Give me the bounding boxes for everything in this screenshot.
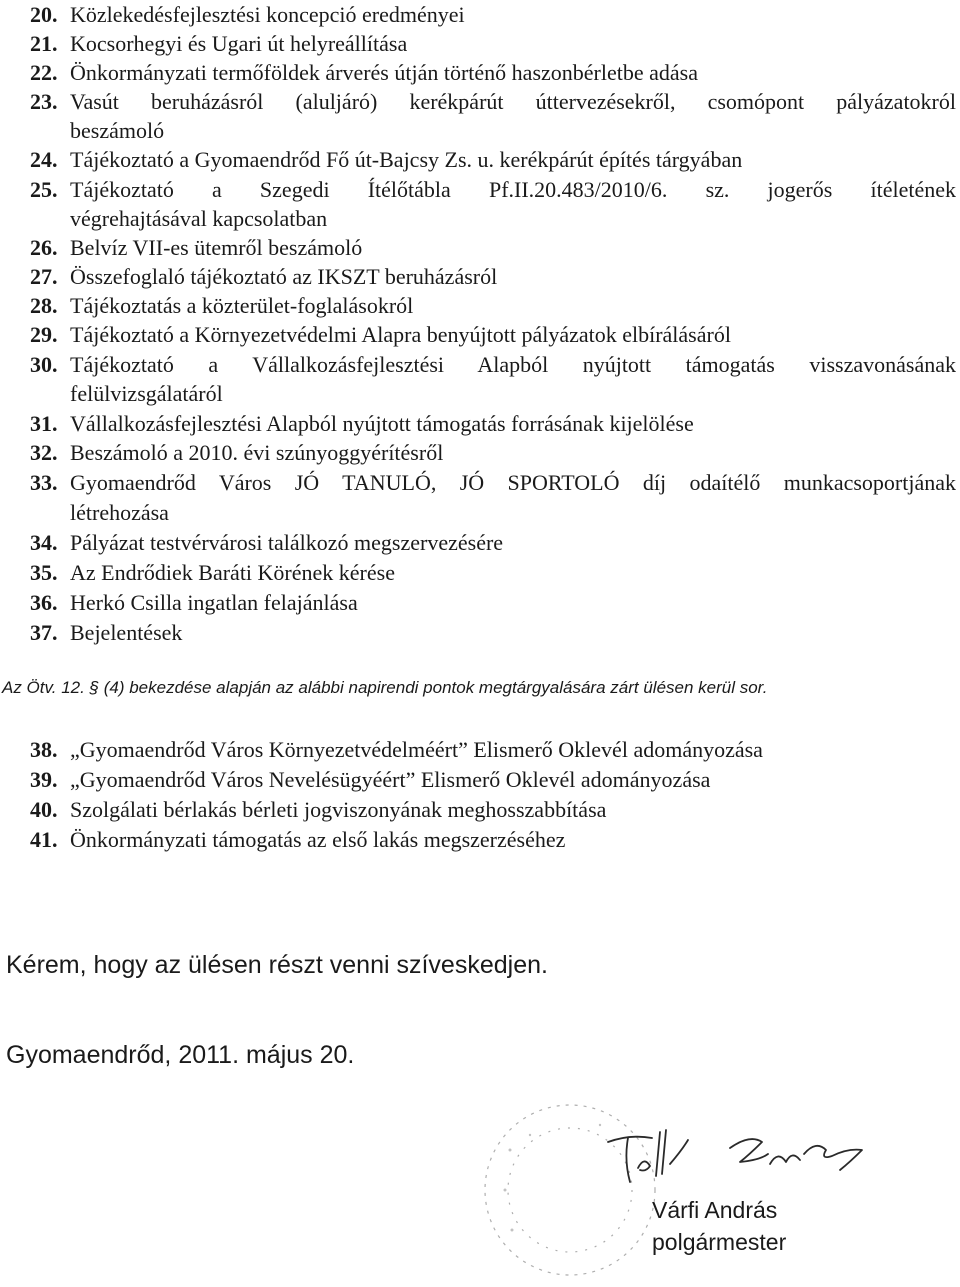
agenda-item	[30, 618, 956, 647]
agenda-item	[30, 528, 956, 557]
item-number: 33.	[30, 470, 58, 495]
agenda-item	[30, 145, 956, 174]
item-number: 39.	[30, 767, 58, 792]
item-number: 32.	[30, 440, 58, 465]
item-number: 22.	[30, 60, 58, 85]
item-text: Tájékoztató a Vállalkozásfejlesztési Alapból nyújtott támogatás visszavonásának	[70, 352, 956, 377]
item-number: 38.	[30, 737, 58, 762]
item-number: 20.	[30, 2, 58, 27]
handwritten-signature-icon	[600, 1120, 900, 1200]
item-text: „Gyomaendrőd Város Nevelésügyéért” Elismerő Oklevél adományozása	[70, 767, 711, 792]
item-text: Kocsorhegyi és Ugari út helyreállítása	[70, 31, 408, 56]
agenda-item	[30, 765, 956, 794]
item-number: 24.	[30, 147, 58, 172]
agenda-item	[30, 350, 956, 379]
agenda-item	[30, 175, 956, 204]
agenda-item	[30, 291, 956, 320]
agenda-item	[30, 468, 956, 497]
item-text-continuation: létrehozása	[70, 500, 169, 525]
item-text: Beszámoló a 2010. évi szúnyoggyérítésről	[70, 440, 444, 465]
agenda-item	[30, 87, 956, 116]
agenda-item	[30, 409, 956, 438]
item-text: Szolgálati bérlakás bérleti jogviszonyának meghosszabbítása	[70, 797, 607, 822]
item-number: 23.	[30, 89, 58, 114]
signer-name: Várfi András	[652, 1197, 778, 1223]
item-text: Vállalkozásfejlesztési Alapból nyújtott támogatás forrásának kijelölése	[70, 411, 694, 436]
agenda-item	[30, 320, 956, 349]
item-text-continuation: végrehajtásával kapcsolatban	[70, 206, 328, 231]
signature-block	[430, 1080, 930, 1280]
item-text: Bejelentések	[70, 620, 183, 645]
item-text-continuation: beszámoló	[70, 118, 165, 143]
item-text: Herkó Csilla ingatlan felajánlása	[70, 590, 358, 615]
item-number: 34.	[30, 530, 58, 555]
item-text: Pályázat testvérvárosi találkozó megszervezésére	[70, 530, 504, 555]
item-text: Vasút beruházásról (aluljáró) kerékpárút úttervezésekről, csomópont pályázatokról	[70, 89, 956, 114]
item-text: Belvíz VII-es ütemről beszámoló	[70, 235, 363, 260]
item-text-continuation: felülvizsgálatáról	[70, 381, 223, 406]
item-number: 27.	[30, 264, 58, 289]
item-text: Tájékoztatás a közterület-foglalásokról	[70, 293, 414, 318]
place-and-date: Gyomaendrőd, 2011. május 20.	[6, 1041, 355, 1069]
item-number: 29.	[30, 322, 58, 347]
agenda-item	[30, 588, 956, 617]
agenda-item	[30, 735, 956, 764]
item-text: „Gyomaendrőd Város Környezetvédelméért” Elismerő Oklevél adományozása	[70, 737, 763, 762]
item-text: Gyomaendrőd Város JÓ TANULÓ, JÓ SPORTOLÓ díj odaítélő munkacsoportjának	[70, 470, 956, 495]
item-number: 28.	[30, 293, 58, 318]
agenda-item	[30, 558, 956, 587]
item-number: 36.	[30, 590, 58, 615]
item-number: 35.	[30, 560, 58, 585]
attendance-request: Kérem, hogy az ülésen részt venni szíveskedjen.	[6, 951, 548, 979]
item-number: 37.	[30, 620, 58, 645]
agenda-item	[30, 233, 956, 262]
agenda-item	[30, 29, 956, 58]
agenda-item	[30, 58, 956, 87]
item-text: Az Endrődiek Baráti Körének kérése	[70, 560, 395, 585]
agenda-item	[30, 262, 956, 291]
item-text: Összefoglaló tájékoztató az IKSZT beruházásról	[70, 264, 498, 289]
item-number: 30.	[30, 352, 58, 377]
item-number: 21.	[30, 31, 58, 56]
item-text: Önkormányzati termőföldek árverés útján történő haszonbérletbe adása	[70, 60, 698, 85]
closed-session-note: Az Ötv. 12. § (4) bekezdése alapján az alábbi napirendi pontok megtárgyalására zárt ülésen kerül sor.	[2, 678, 768, 697]
item-text: Közlekedésfejlesztési koncepció eredményei	[70, 2, 465, 27]
item-text: Tájékoztató a Környezetvédelmi Alapra benyújtott pályázatok elbírálásáról	[70, 322, 731, 347]
item-number: 41.	[30, 827, 58, 852]
item-number: 40.	[30, 797, 58, 822]
item-text: Tájékoztató a Gyomaendrőd Fő út-Bajcsy Zs. u. kerékpárút építés tárgyában	[70, 147, 743, 172]
item-number: 26.	[30, 235, 58, 260]
agenda-item	[30, 0, 956, 29]
agenda-item	[30, 438, 956, 467]
item-text: Önkormányzati támogatás az első lakás megszerzéséhez	[70, 827, 566, 852]
item-text: Tájékoztató a Szegedi Ítélőtábla Pf.II.20.483/2010/6. sz. jogerős ítéletének	[70, 177, 956, 202]
agenda-item	[30, 795, 956, 824]
item-number: 25.	[30, 177, 58, 202]
signer-title: polgármester	[652, 1229, 787, 1255]
agenda-item	[30, 825, 956, 854]
item-number: 31.	[30, 411, 58, 436]
